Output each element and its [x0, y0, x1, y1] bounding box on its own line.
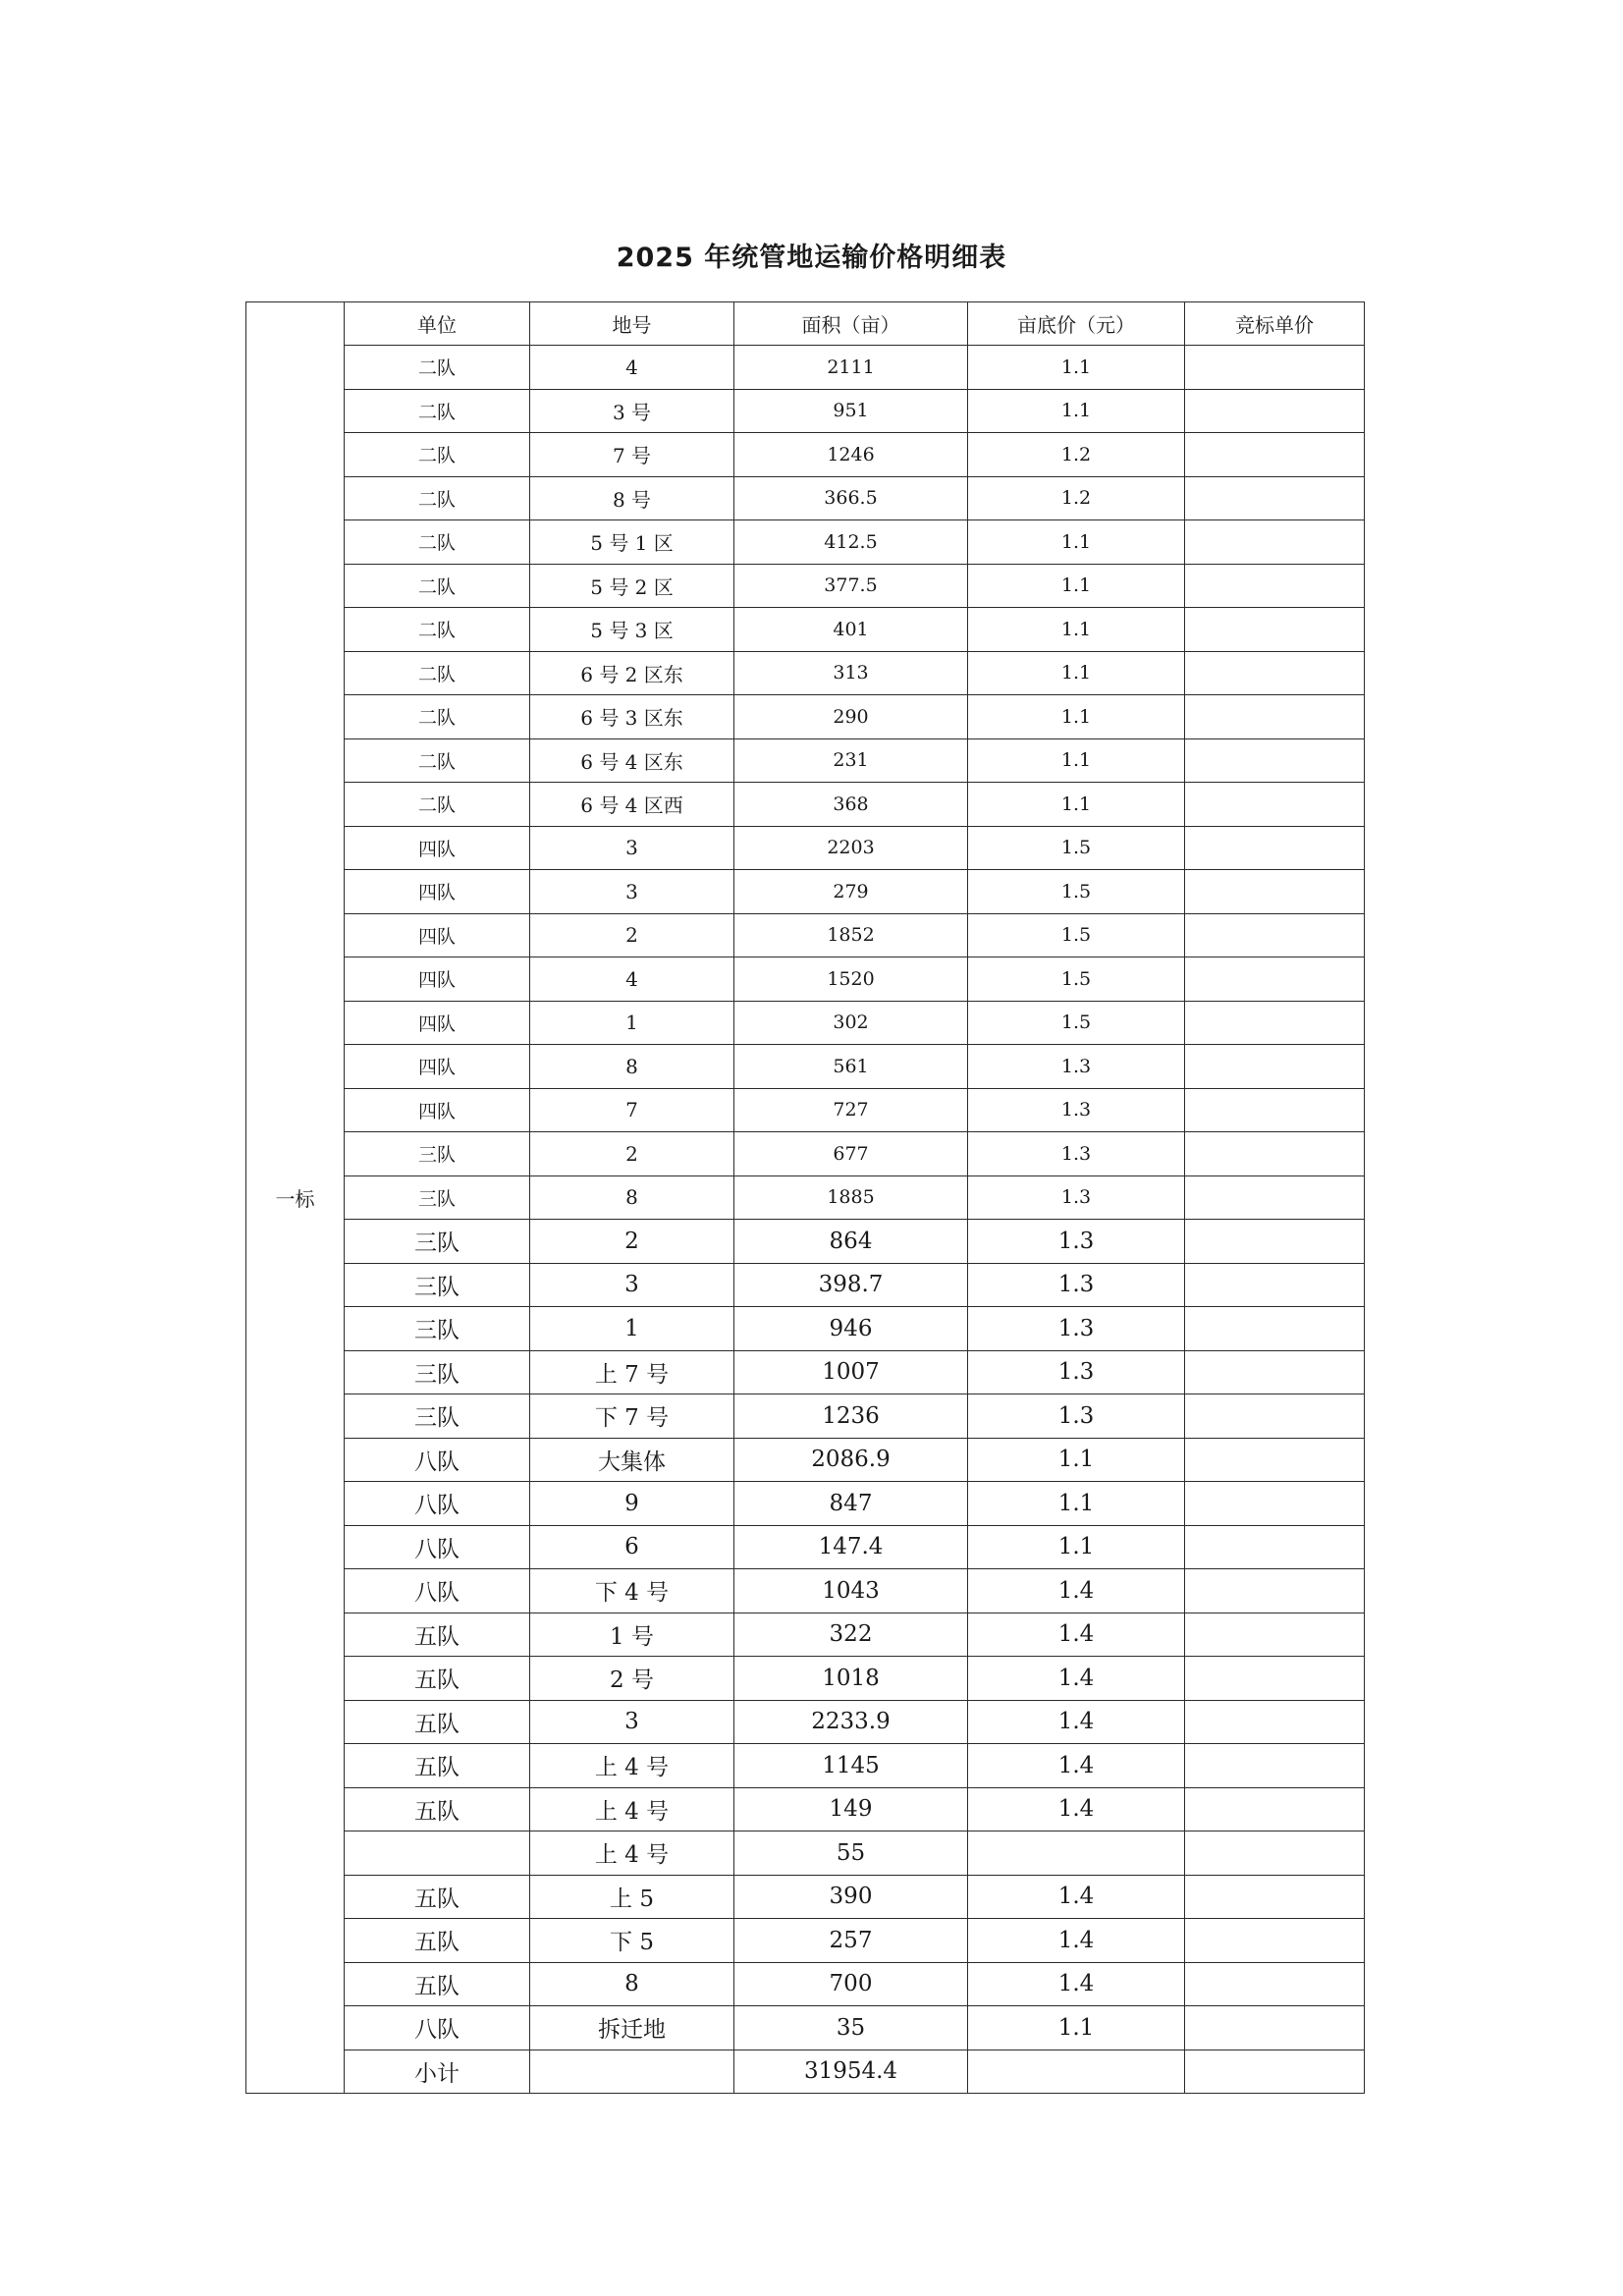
subtotal-lot-cell [530, 2050, 734, 2094]
bid-price-cell [1185, 1307, 1365, 1351]
lot-cell: 1 [530, 1307, 734, 1351]
table-row [246, 1088, 1365, 1132]
area-cell: 313 [734, 651, 968, 695]
subtotal-bid-price-cell [1185, 2050, 1365, 2094]
bid-price-cell [1185, 870, 1365, 914]
table-row [246, 1657, 1365, 1701]
column-header: 地号 [530, 302, 734, 346]
lot-cell: 拆迁地 [530, 2006, 734, 2050]
lot-cell: 6 号 4 区西 [530, 783, 734, 827]
base-price-cell: 1.5 [968, 913, 1185, 957]
base-price-cell: 1.3 [968, 1132, 1185, 1176]
base-price-cell: 1.1 [968, 520, 1185, 565]
base-price-cell: 1.1 [968, 1438, 1185, 1482]
bid-price-cell [1185, 651, 1365, 695]
area-cell: 412.5 [734, 520, 968, 565]
base-price-cell: 1.3 [968, 1220, 1185, 1264]
bid-price-cell [1185, 608, 1365, 652]
lot-cell: 上 5 [530, 1875, 734, 1919]
subtotal-base-price-cell [968, 2050, 1185, 2094]
unit-cell: 五队 [345, 1613, 530, 1657]
table-row [246, 1394, 1365, 1439]
base-price-cell: 1.3 [968, 1263, 1185, 1307]
unit-cell: 五队 [345, 1787, 530, 1831]
area-cell: 231 [734, 738, 968, 783]
bid-price-cell [1185, 1132, 1365, 1176]
bid-price-cell [1185, 913, 1365, 957]
column-header: 亩底价（元） [968, 302, 1185, 346]
unit-cell: 二队 [345, 476, 530, 520]
area-cell: 35 [734, 2006, 968, 2050]
unit-cell: 二队 [345, 433, 530, 477]
unit-cell: 五队 [345, 1962, 530, 2006]
table-row [246, 564, 1365, 608]
area-cell: 1236 [734, 1394, 968, 1439]
bid-price-cell [1185, 1919, 1365, 1963]
lot-cell: 下 4 号 [530, 1569, 734, 1613]
section-label: 一标 [246, 302, 345, 2094]
lot-cell: 3 [530, 1700, 734, 1744]
lot-cell: 3 [530, 826, 734, 870]
lot-cell: 大集体 [530, 1438, 734, 1482]
table-row [246, 1175, 1365, 1220]
base-price-cell [968, 1831, 1185, 1876]
area-cell: 322 [734, 1613, 968, 1657]
base-price-cell: 1.1 [968, 695, 1185, 739]
base-price-cell: 1.1 [968, 2006, 1185, 2050]
bid-price-cell [1185, 1438, 1365, 1482]
lot-cell: 9 [530, 1482, 734, 1526]
base-price-cell: 1.3 [968, 1088, 1185, 1132]
area-cell: 946 [734, 1307, 968, 1351]
unit-cell: 三队 [345, 1350, 530, 1394]
lot-cell: 6 号 2 区东 [530, 651, 734, 695]
table-row [246, 1831, 1365, 1876]
area-cell: 149 [734, 1787, 968, 1831]
area-cell: 1885 [734, 1175, 968, 1220]
table-row [246, 1744, 1365, 1788]
unit-cell: 三队 [345, 1263, 530, 1307]
area-cell: 700 [734, 1962, 968, 2006]
area-cell: 2233.9 [734, 1700, 968, 1744]
area-cell: 368 [734, 783, 968, 827]
area-cell: 55 [734, 1831, 968, 1876]
base-price-cell: 1.1 [968, 389, 1185, 433]
base-price-cell: 1.5 [968, 957, 1185, 1002]
unit-cell: 五队 [345, 1919, 530, 1963]
table-row [246, 1132, 1365, 1176]
base-price-cell: 1.5 [968, 870, 1185, 914]
table-row [246, 1482, 1365, 1526]
base-price-cell: 1.5 [968, 1001, 1185, 1045]
unit-cell: 八队 [345, 1482, 530, 1526]
lot-cell: 下 5 [530, 1919, 734, 1963]
unit-cell: 四队 [345, 1001, 530, 1045]
bid-price-cell [1185, 738, 1365, 783]
table-row [246, 1045, 1365, 1089]
bid-price-cell [1185, 346, 1365, 390]
bid-price-cell [1185, 1962, 1365, 2006]
area-cell: 1145 [734, 1744, 968, 1788]
bid-price-cell [1185, 2006, 1365, 2050]
area-cell: 147.4 [734, 1525, 968, 1569]
bid-price-cell [1185, 1657, 1365, 1701]
table-row [246, 1700, 1365, 1744]
area-cell: 302 [734, 1001, 968, 1045]
area-cell: 257 [734, 1919, 968, 1963]
unit-cell [345, 1831, 530, 1876]
table-row [246, 1350, 1365, 1394]
bid-price-cell [1185, 1045, 1365, 1089]
unit-cell: 八队 [345, 2006, 530, 2050]
bid-price-cell [1185, 1569, 1365, 1613]
document-title: 2025 年统管地运输价格明细表 [616, 243, 1007, 273]
table-row [246, 1001, 1365, 1045]
base-price-cell: 1.3 [968, 1175, 1185, 1220]
lot-cell: 5 号 3 区 [530, 608, 734, 652]
unit-cell: 四队 [345, 913, 530, 957]
column-header: 竞标单价 [1185, 302, 1365, 346]
unit-cell: 二队 [345, 738, 530, 783]
area-cell: 677 [734, 1132, 968, 1176]
lot-cell: 1 [530, 1001, 734, 1045]
table-row [246, 520, 1365, 565]
table-row [246, 826, 1365, 870]
lot-cell: 7 号 [530, 433, 734, 477]
base-price-cell: 1.4 [968, 1919, 1185, 1963]
table-row [246, 870, 1365, 914]
base-price-cell: 1.1 [968, 1525, 1185, 1569]
base-price-cell: 1.1 [968, 738, 1185, 783]
bid-price-cell [1185, 1744, 1365, 1788]
table-row [246, 738, 1365, 783]
lot-cell: 8 [530, 1962, 734, 2006]
unit-cell: 五队 [345, 1700, 530, 1744]
base-price-cell: 1.2 [968, 476, 1185, 520]
table-row [246, 695, 1365, 739]
bid-price-cell [1185, 476, 1365, 520]
bid-price-cell [1185, 1613, 1365, 1657]
table-row [246, 1875, 1365, 1919]
bid-price-cell [1185, 695, 1365, 739]
base-price-cell: 1.4 [968, 1700, 1185, 1744]
bid-price-cell [1185, 1220, 1365, 1264]
lot-cell: 4 [530, 346, 734, 390]
base-price-cell: 1.3 [968, 1350, 1185, 1394]
base-price-cell: 1.1 [968, 608, 1185, 652]
table-row [246, 651, 1365, 695]
bid-price-cell [1185, 1831, 1365, 1876]
lot-cell: 2 号 [530, 1657, 734, 1701]
base-price-cell: 1.3 [968, 1307, 1185, 1351]
table-row [246, 1919, 1365, 1963]
area-cell: 847 [734, 1482, 968, 1526]
base-price-cell: 1.1 [968, 783, 1185, 827]
lot-cell: 3 号 [530, 389, 734, 433]
area-cell: 390 [734, 1875, 968, 1919]
lot-cell: 3 [530, 1263, 734, 1307]
lot-cell: 2 [530, 913, 734, 957]
base-price-cell: 1.4 [968, 1744, 1185, 1788]
area-cell: 290 [734, 695, 968, 739]
table-row [246, 1787, 1365, 1831]
base-price-cell: 1.1 [968, 651, 1185, 695]
table-row [246, 1263, 1365, 1307]
table-row [246, 783, 1365, 827]
area-cell: 864 [734, 1220, 968, 1264]
area-cell: 398.7 [734, 1263, 968, 1307]
subtotal-unit-cell: 小计 [345, 2050, 530, 2094]
lot-cell: 2 [530, 1132, 734, 1176]
lot-cell: 4 [530, 957, 734, 1002]
column-header: 面积（亩） [734, 302, 968, 346]
table-header-row [246, 302, 1365, 346]
unit-cell: 三队 [345, 1220, 530, 1264]
base-price-cell: 1.4 [968, 1875, 1185, 1919]
base-price-cell: 1.1 [968, 564, 1185, 608]
table-row [246, 1438, 1365, 1482]
base-price-cell: 1.1 [968, 346, 1185, 390]
table-row [246, 2006, 1365, 2050]
lot-cell: 上 4 号 [530, 1744, 734, 1788]
bid-price-cell [1185, 1088, 1365, 1132]
subtotal-area-cell: 31954.4 [734, 2050, 968, 2094]
lot-cell: 1 号 [530, 1613, 734, 1657]
bid-price-cell [1185, 1394, 1365, 1439]
table-row [246, 1962, 1365, 2006]
base-price-cell: 1.5 [968, 826, 1185, 870]
price-table [245, 301, 1365, 2094]
area-cell: 279 [734, 870, 968, 914]
table-row [246, 913, 1365, 957]
unit-cell: 五队 [345, 1744, 530, 1788]
area-cell: 1852 [734, 913, 968, 957]
lot-cell: 8 号 [530, 476, 734, 520]
area-cell: 377.5 [734, 564, 968, 608]
lot-cell: 6 [530, 1525, 734, 1569]
table-row [246, 433, 1365, 477]
base-price-cell: 1.3 [968, 1045, 1185, 1089]
unit-cell: 四队 [345, 1088, 530, 1132]
lot-cell: 上 7 号 [530, 1350, 734, 1394]
bid-price-cell [1185, 1875, 1365, 1919]
unit-cell: 二队 [345, 564, 530, 608]
unit-cell: 八队 [345, 1438, 530, 1482]
lot-cell: 上 4 号 [530, 1787, 734, 1831]
base-price-cell: 1.4 [968, 1787, 1185, 1831]
area-cell: 2086.9 [734, 1438, 968, 1482]
lot-cell: 2 [530, 1220, 734, 1264]
bid-price-cell [1185, 957, 1365, 1002]
unit-cell: 二队 [345, 520, 530, 565]
unit-cell: 三队 [345, 1307, 530, 1351]
bid-price-cell [1185, 1001, 1365, 1045]
bid-price-cell [1185, 1350, 1365, 1394]
area-cell: 1246 [734, 433, 968, 477]
area-cell: 2111 [734, 346, 968, 390]
table-row [246, 608, 1365, 652]
table-row [246, 1569, 1365, 1613]
unit-cell: 二队 [345, 346, 530, 390]
price-table-body [246, 302, 1365, 2094]
table-row [246, 1613, 1365, 1657]
base-price-cell: 1.4 [968, 1962, 1185, 2006]
area-cell: 727 [734, 1088, 968, 1132]
lot-cell: 8 [530, 1045, 734, 1089]
bid-price-cell [1185, 1700, 1365, 1744]
table-row [246, 1220, 1365, 1264]
unit-cell: 八队 [345, 1569, 530, 1613]
base-price-cell: 1.4 [968, 1569, 1185, 1613]
area-cell: 401 [734, 608, 968, 652]
base-price-cell: 1.1 [968, 1482, 1185, 1526]
table-row [246, 957, 1365, 1002]
bid-price-cell [1185, 1482, 1365, 1526]
lot-cell: 8 [530, 1175, 734, 1220]
unit-cell: 二队 [345, 389, 530, 433]
base-price-cell: 1.3 [968, 1394, 1185, 1439]
area-cell: 1043 [734, 1569, 968, 1613]
bid-price-cell [1185, 520, 1365, 565]
unit-cell: 四队 [345, 826, 530, 870]
bid-price-cell [1185, 389, 1365, 433]
base-price-cell: 1.4 [968, 1657, 1185, 1701]
unit-cell: 五队 [345, 1875, 530, 1919]
unit-cell: 八队 [345, 1525, 530, 1569]
table-row [246, 476, 1365, 520]
unit-cell: 二队 [345, 651, 530, 695]
bid-price-cell [1185, 826, 1365, 870]
bid-price-cell [1185, 1263, 1365, 1307]
unit-cell: 三队 [345, 1394, 530, 1439]
base-price-cell: 1.2 [968, 433, 1185, 477]
lot-cell: 7 [530, 1088, 734, 1132]
subtotal-row [246, 2050, 1365, 2094]
area-cell: 1018 [734, 1657, 968, 1701]
area-cell: 561 [734, 1045, 968, 1089]
area-cell: 1007 [734, 1350, 968, 1394]
lot-cell: 3 [530, 870, 734, 914]
bid-price-cell [1185, 783, 1365, 827]
unit-cell: 四队 [345, 957, 530, 1002]
bid-price-cell [1185, 564, 1365, 608]
unit-cell: 二队 [345, 695, 530, 739]
bid-price-cell [1185, 1175, 1365, 1220]
area-cell: 1520 [734, 957, 968, 1002]
lot-cell: 5 号 2 区 [530, 564, 734, 608]
unit-cell: 二队 [345, 783, 530, 827]
table-row [246, 346, 1365, 390]
area-cell: 951 [734, 389, 968, 433]
lot-cell: 6 号 4 区东 [530, 738, 734, 783]
unit-cell: 四队 [345, 870, 530, 914]
bid-price-cell [1185, 1525, 1365, 1569]
lot-cell: 6 号 3 区东 [530, 695, 734, 739]
table-row [246, 1525, 1365, 1569]
lot-cell: 5 号 1 区 [530, 520, 734, 565]
lot-cell: 上 4 号 [530, 1831, 734, 1876]
bid-price-cell [1185, 1787, 1365, 1831]
area-cell: 2203 [734, 826, 968, 870]
unit-cell: 二队 [345, 608, 530, 652]
table-row [246, 1307, 1365, 1351]
column-header: 单位 [345, 302, 530, 346]
unit-cell: 三队 [345, 1132, 530, 1176]
table-row [246, 389, 1365, 433]
unit-cell: 四队 [345, 1045, 530, 1089]
area-cell: 366.5 [734, 476, 968, 520]
lot-cell: 下 7 号 [530, 1394, 734, 1439]
base-price-cell: 1.4 [968, 1613, 1185, 1657]
unit-cell: 五队 [345, 1657, 530, 1701]
unit-cell: 三队 [345, 1175, 530, 1220]
bid-price-cell [1185, 433, 1365, 477]
